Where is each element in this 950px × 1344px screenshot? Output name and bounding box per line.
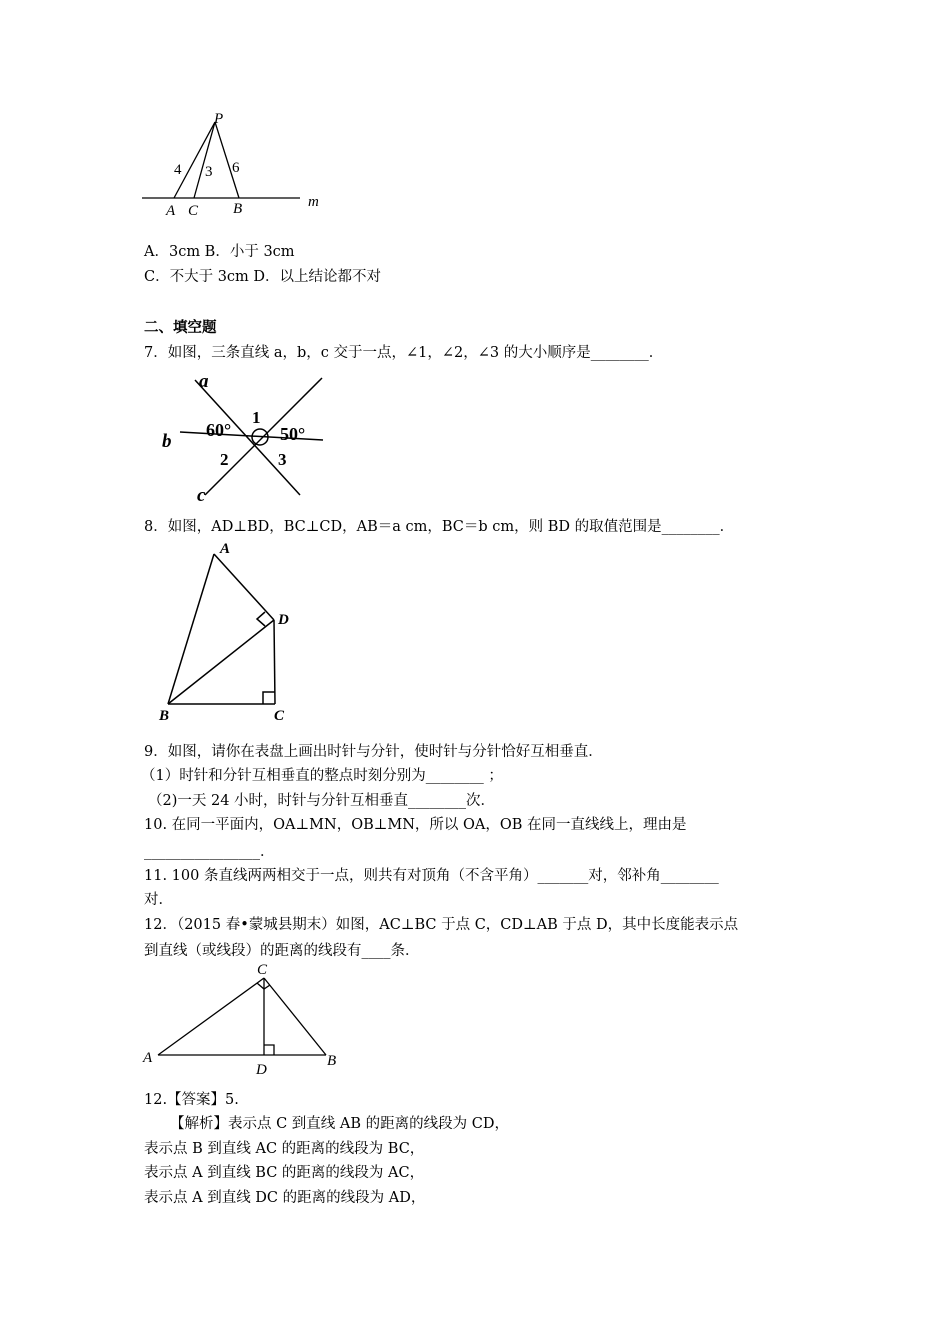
figure-right-triangle [140, 958, 350, 1076]
label-B: B [159, 708, 170, 724]
label-m: m [308, 194, 319, 210]
label-A: A [220, 541, 231, 557]
label-a: a [199, 371, 209, 392]
label-A: A [166, 203, 176, 219]
question-12: 12．（2015 春•蒙城县期末）如图，AC⊥BC 于点 C，CD⊥AB 于点 D，其中长度能表示点 [144, 917, 739, 933]
label-c: c [197, 485, 206, 506]
q6-options-ab: A．3cm B．小于 3cm [144, 244, 295, 260]
label-C: C [274, 708, 285, 724]
label-D: D [278, 612, 289, 628]
answer-12-line-4: 表示点 A 到直线 DC 的距离的线段为 AD， [144, 1190, 426, 1206]
label-C: C [188, 203, 199, 219]
section-title: 二、填空题 [144, 319, 217, 336]
label-3: 3 [205, 164, 213, 180]
question-12-end: 到直线（或线段）的距离的线段有____条． [144, 943, 420, 959]
label-D: D [256, 1062, 267, 1078]
question-8: 8．如图，AD⊥BD，BC⊥CD，AB＝a cm，BC＝b cm，则 BD 的取值范围是________． [144, 519, 735, 535]
q6-options-cd: C．不大于 3cm D．以上结论都不对 [144, 269, 382, 285]
question-10: 10. 在同一平面内，OA⊥MN，OB⊥MN，所以 OA，OB 在同一直线线上，理由是 [144, 817, 687, 833]
label-C: C [257, 962, 268, 978]
label-B: B [233, 201, 243, 217]
label-6: 6 [232, 160, 240, 176]
question-11: 11. 100 条直线两两相交于一点，则共有对顶角（不含平角）_______对，邻补角________ [144, 868, 719, 884]
answer-12-line-3: 表示点 A 到直线 BC 的距离的线段为 AC， [144, 1165, 425, 1181]
answer-12-explanation: 【解析】表示点 C 到直线 AB 的距离的线段为 CD， [170, 1116, 509, 1132]
angle-3: 3 [278, 450, 287, 469]
angle-2: 2 [220, 450, 229, 469]
answer-12-line-2: 表示点 B 到直线 AC 的距离的线段为 BC， [144, 1141, 425, 1157]
question-9-part-2: （2)一天 24 小时，时针与分针互相垂直________次． [148, 793, 496, 809]
figure-three-lines [150, 370, 340, 510]
question-10-blank: ________________． [144, 844, 275, 860]
angle-50: 50° [280, 424, 306, 444]
answer-12: 12.【答案】5. [144, 1092, 239, 1108]
label-B: B [327, 1053, 337, 1069]
figure-quadrilateral-abcd [150, 540, 300, 725]
label-4: 4 [174, 162, 182, 178]
angle-60: 60° [206, 420, 232, 440]
question-9-part-1: （1）时针和分针互相垂直的整点时刻分别为________ ； [141, 768, 503, 784]
label-b: b [162, 431, 172, 452]
question-11-end: 对． [144, 892, 173, 908]
question-9: 9．如图，请你在表盘上画出时针与分针，使时针与分针恰好互相垂直． [144, 744, 603, 760]
angle-1: 1 [252, 408, 261, 427]
question-7: 7．如图，三条直线 a，b，c 交于一点，∠1，∠2，∠3 的大小顺序是________． [144, 345, 664, 361]
label-A: A [143, 1050, 153, 1066]
figure-point-line-distance [140, 108, 340, 223]
label-P: P [214, 111, 224, 127]
